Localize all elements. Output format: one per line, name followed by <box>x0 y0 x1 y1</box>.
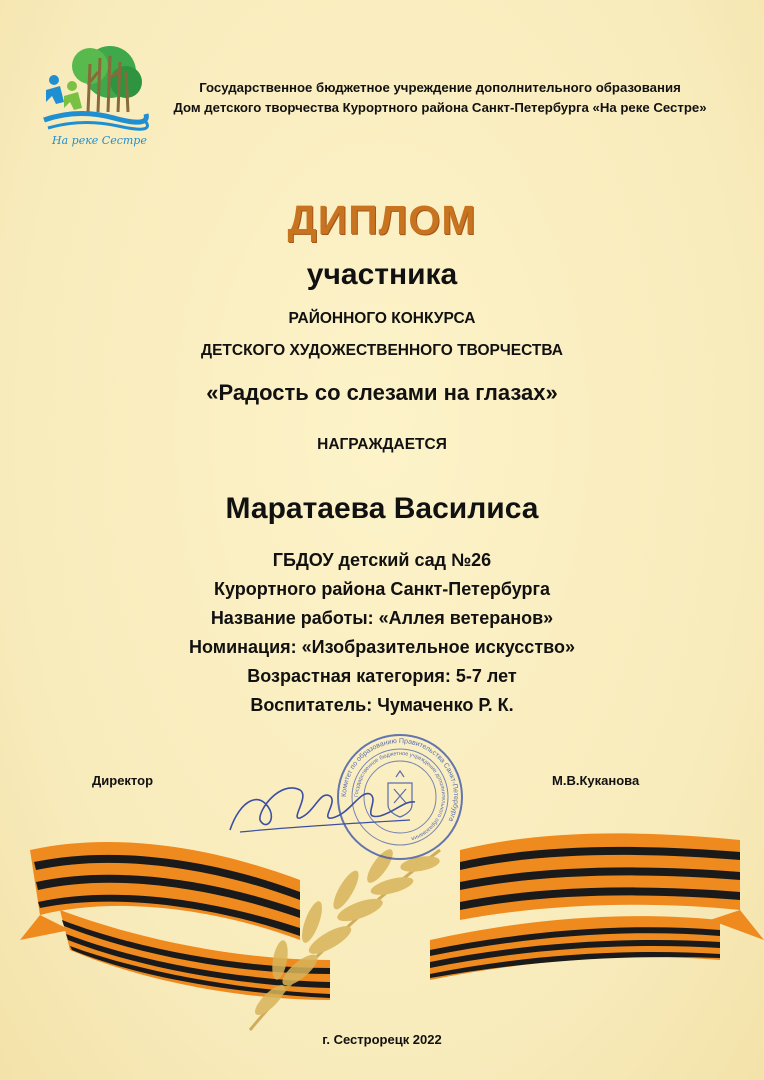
contest-line-1: РАЙОННОГО КОНКУРСА <box>288 310 476 327</box>
diploma-title: ДИПЛОМ <box>287 197 477 243</box>
stamp-inner-text: Государственное бюджетное учреждение дополнительного образования <box>353 750 447 842</box>
recipient-name: Маратаева Василиса <box>225 492 539 525</box>
participant-label: участника <box>306 258 458 291</box>
awarded-label: НАГРАЖДАЕТСЯ <box>317 436 447 453</box>
director-label: Директор <box>92 773 154 788</box>
contest-name: «Радость со слезами на глазах» <box>206 380 558 405</box>
header-line-1: Государственное бюджетное учреждение дополнительного образования <box>199 80 681 95</box>
ribbon-right <box>430 833 764 980</box>
detail-work-title: Название работы: «Аллея ветеранов» <box>210 608 554 628</box>
director-name: М.В.Куканова <box>552 773 640 788</box>
organization-logo <box>38 42 150 150</box>
stamp-outer-text: Комитет по образованию Правительства Санкт-Петербурга <box>340 737 460 823</box>
city-year: г. Сестрорецк 2022 <box>322 1032 442 1047</box>
detail-school: ГБДОУ детский сад №26 <box>272 550 492 570</box>
detail-district: Курортного района Санкт-Петербурга <box>213 579 550 599</box>
contest-line-2: ДЕТСКОГО ХУДОЖЕСТВЕННОГО ТВОРЧЕСТВА <box>201 342 563 359</box>
logo-text: На реке Сестре <box>52 134 147 147</box>
header-line-2: Дом детского творчества Курортного района Санкт-Петербурга «На реке Сестре» <box>173 100 707 115</box>
official-stamp <box>336 733 464 861</box>
organization-header <box>150 78 730 118</box>
detail-age-category: Возрастная категория: 5-7 лет <box>247 666 517 686</box>
detail-nomination: Номинация: «Изобразительное искусство» <box>189 637 575 657</box>
coat-of-arms-icon <box>388 771 412 817</box>
details-block <box>0 546 764 720</box>
ribbon-left <box>20 842 330 1000</box>
detail-teacher: Воспитатель: Чумаченко Р. К. <box>250 695 514 715</box>
